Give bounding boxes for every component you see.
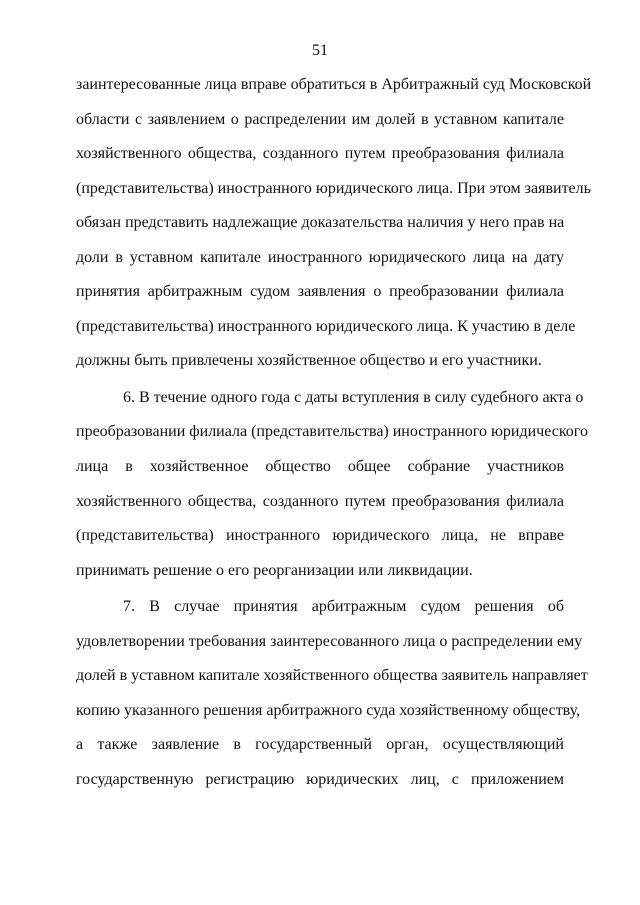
- text-line: государственную регистрацию юридических лиц, с приложением: [76, 770, 564, 788]
- document-body: [76, 68, 592, 797]
- page-number: 51: [312, 42, 328, 59]
- text-line: доли в уставном капитале иностранного юридического лица на дату: [76, 248, 564, 266]
- text-line: 7. В случае принятия арбитражным судом решения об: [123, 598, 564, 616]
- text-line: хозяйственного общества, созданного путем преобразования филиала: [76, 145, 564, 163]
- text-line: (представительства) иностранного юридического лица. К участию в деле: [76, 317, 576, 335]
- text-line: преобразовании филиала (представительства) иностранного юридического: [76, 423, 588, 441]
- text-line: а также заявление в государственный орган, осуществляющий: [76, 736, 564, 754]
- text-line: обязан представить надлежащие доказательства наличия у него прав на: [76, 214, 565, 232]
- text-line: 6. В течение одного года с даты вступления в силу судебного акта о: [123, 388, 584, 406]
- text-line: принимать решение о его реорганизации или ликвидации.: [76, 561, 473, 579]
- text-line: (представительства) иностранного юридического лица. При этом заявитель: [76, 179, 591, 197]
- text-line: должны быть привлечены хозяйственное общество и его участники.: [76, 352, 542, 370]
- paragraph-item-7: [76, 590, 588, 797]
- text-line: хозяйственного общества, созданного путем преобразования филиала: [76, 492, 564, 510]
- text-line: (представительства) иностранного юридического лица, не вправе: [76, 527, 564, 545]
- paragraph-item-6: [76, 381, 588, 588]
- text-line: копию указанного решения арбитражного суда хозяйственному обществу,: [76, 701, 581, 719]
- paragraph-continuation: [76, 68, 592, 379]
- text-line: долей в уставном капитале хозяйственного общества заявитель направляет: [76, 667, 588, 685]
- text-line: заинтересованные лица вправе обратиться в Арбитражный суд Московской: [76, 76, 592, 93]
- text-line: лица в хозяйственное общество общее собрание участников: [76, 458, 564, 476]
- text-line: принятия арбитражным судом заявления о преобразовании филиала: [76, 283, 564, 301]
- text-line: области с заявлением о распределении им долей в уставном капитале: [76, 110, 564, 128]
- text-line: удовлетворении требования заинтересованного лица о распределении ему: [76, 632, 583, 650]
